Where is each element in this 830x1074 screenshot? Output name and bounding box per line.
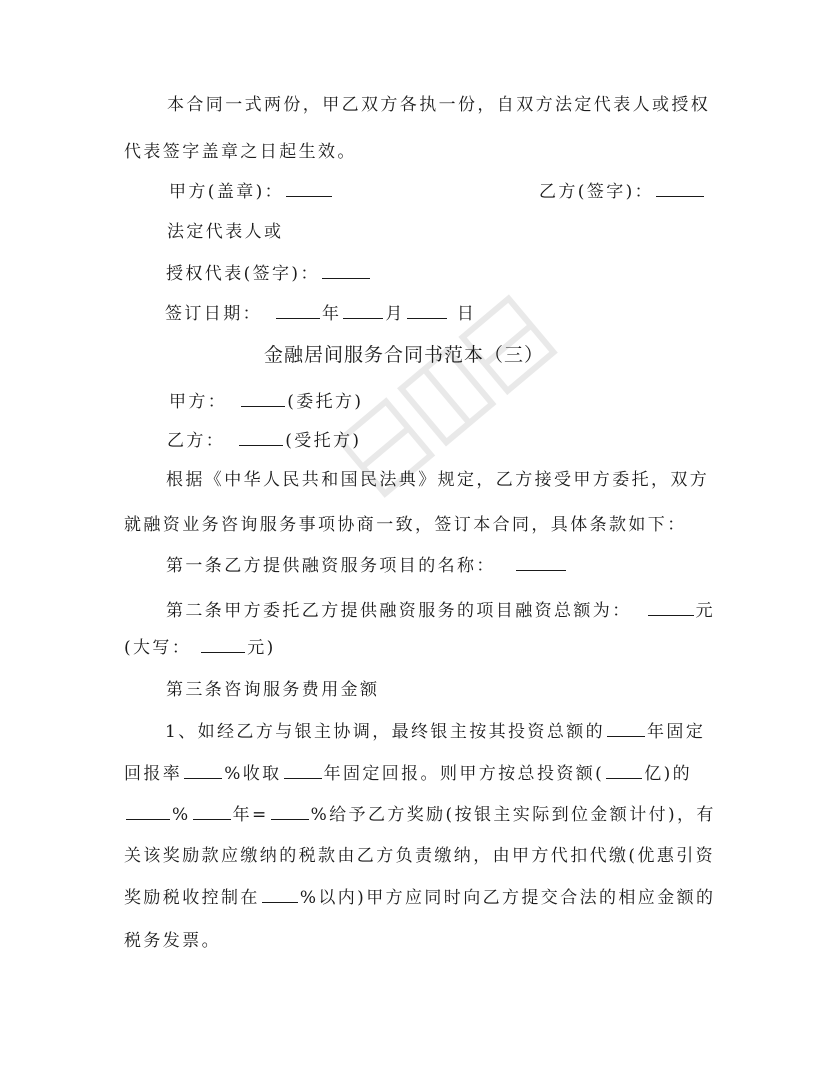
sign-date-row <box>165 304 476 324</box>
authorized-rep-blank[interactable] <box>322 264 370 279</box>
reward-total-blank[interactable] <box>271 805 309 820</box>
clause-1-line-2 <box>124 764 692 784</box>
capital-close-label: 元) <box>247 638 276 658</box>
clause-5-text-a: 奖励税收控制在 <box>124 888 260 908</box>
article-2-row <box>166 601 715 621</box>
party-b-row <box>167 431 361 451</box>
party-b-sign-blank[interactable] <box>656 182 704 197</box>
party-b-blank[interactable] <box>239 431 283 446</box>
investment-amount-blank[interactable] <box>606 764 642 779</box>
party-a-seal-label: 甲方(盖章)： <box>169 182 285 202</box>
reward-years-blank[interactable] <box>193 805 231 820</box>
clause-1-text-b: 年固定 <box>647 722 706 742</box>
article-2-label: 第二条甲方委托乙方提供融资服务的项目融资总额为： <box>166 601 632 621</box>
sign-month-blank[interactable] <box>343 304 383 319</box>
return-rate-blank[interactable] <box>184 764 222 779</box>
sign-date-label: 签订日期： <box>165 304 262 324</box>
clause-1-line-4: 关该奖励款应缴纳的税款由乙方负责缴纳，由甲方代扣代缴(优惠引资 <box>124 846 716 866</box>
party-b-sign-label: 乙方(签字)： <box>539 182 655 202</box>
article-1-label: 第一条乙方提供融资服务项目的名称： <box>166 556 496 576</box>
fixed-return-years-blank[interactable] <box>284 764 322 779</box>
party-a-role: (委托方) <box>287 392 364 412</box>
closing-paragraph-line-2: 代表签字盖章之日起生效。 <box>124 142 357 162</box>
clause-1-line-3 <box>124 805 716 825</box>
party-a-seal-blank[interactable] <box>286 182 332 197</box>
tax-percent-blank[interactable] <box>262 888 298 903</box>
party-a-blank[interactable] <box>241 392 285 407</box>
sign-year-blank[interactable] <box>276 304 320 319</box>
clause-3-text-c: %给予乙方奖励(按银主实际到位金额计付)，有 <box>310 805 716 825</box>
article-3-heading: 第三条咨询服务费用金额 <box>166 680 380 700</box>
intro-line-2: 就融资业务咨询服务事项协商一致，签订本合同，具体条款如下： <box>124 515 687 535</box>
sign-day-label: 日 <box>456 304 477 324</box>
party-b-label: 乙方： <box>167 431 226 451</box>
clause-2-text-a: 回报率 <box>124 764 183 784</box>
clause-1-line-5 <box>124 888 715 908</box>
clause-1-line-1 <box>165 722 705 742</box>
clause-2-text-c: 年固定回报。则甲方按总投资额( <box>323 764 605 784</box>
party-b-sign-row <box>539 182 706 202</box>
clause-3-text-b: 年= <box>232 805 269 825</box>
clause-2-text-b: %收取 <box>224 764 282 784</box>
clause-2-text-d: 亿)的 <box>644 764 693 784</box>
legal-rep-label: 法定代表人或 <box>167 222 284 242</box>
article-2-amount-blank[interactable] <box>648 601 694 616</box>
sign-year-label: 年 <box>322 304 342 324</box>
party-b-role: (受托方) <box>285 431 362 451</box>
party-a-seal-row <box>169 182 334 202</box>
article-1-blank[interactable] <box>516 556 566 571</box>
clause-3-text-a: % <box>172 805 191 825</box>
contract-3-title: 金融居间服务合同书范本（三） <box>264 344 545 366</box>
clause-5-text-b: %以内)甲方应同时向乙方提交合法的相应金额的 <box>299 888 716 908</box>
party-a-row <box>169 392 363 412</box>
article-1-row <box>166 556 568 576</box>
sign-day-blank[interactable] <box>407 304 447 319</box>
reward-percent-blank[interactable] <box>126 805 170 820</box>
sign-month-label: 月 <box>385 304 405 324</box>
capital-blank[interactable] <box>201 638 245 653</box>
authorized-rep-label: 授权代表(签字)： <box>166 264 320 284</box>
article-2-capital-row <box>124 638 276 658</box>
clause-1-text-a: 1、如经乙方与银主协调，最终银主按其投资总额的 <box>165 722 606 742</box>
clause-1-line-6: 税务发票。 <box>124 931 221 951</box>
closing-paragraph-line-1: 本合同一式两份，甲乙双方各执一份，自双方法定代表人或授权 <box>167 95 711 115</box>
return-years-blank[interactable] <box>607 722 645 737</box>
party-a-label: 甲方： <box>169 392 228 412</box>
authorized-rep-row <box>166 264 372 284</box>
capital-open-label: (大写： <box>124 638 192 658</box>
article-2-yuan: 元 <box>695 601 716 621</box>
intro-line-1: 根据《中华人民共和国民法典》规定，乙方接受甲方委托，双方 <box>166 470 710 490</box>
